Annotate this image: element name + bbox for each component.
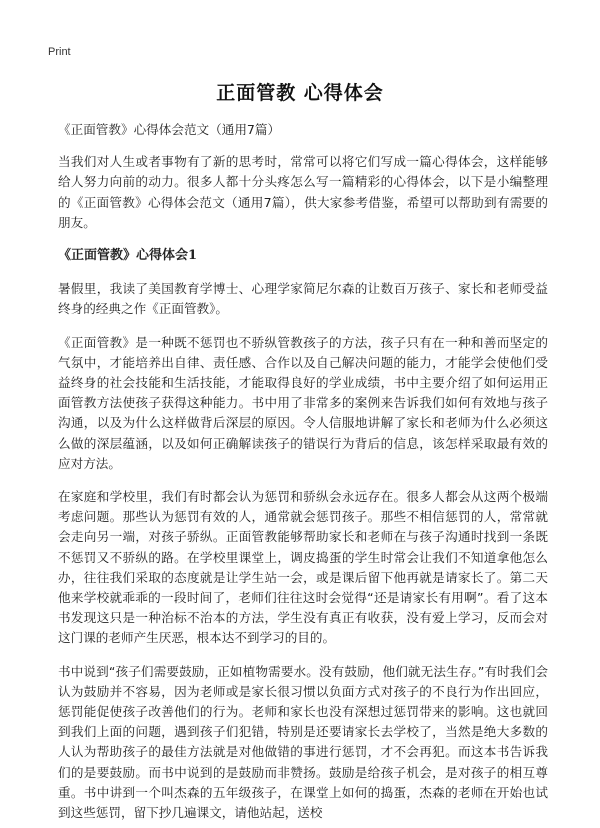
document-subtitle: 《正面管教》心得体会范文（通用7篇） <box>58 122 281 137</box>
body-paragraph: 书中说到“孩子们需要鼓励，正如植物需要水。没有鼓励，他们就无法生存。”有时我们会认为鼓励并不容易，因为老师或是家长很习惯以负面方式对孩子的不良行为作出回应，惩罚能促使孩子改善他们的行为。老师和家长也没有深想过惩罚带来的影响。这也就回到我们上面的问题，遇到孩子们犯错，特别是还要请家长去学校了，当然是绝大多数的人认为帮助孩子的最佳方法就是对他做错的事进行惩罚，才不会再犯。而这本书告诉我们的是要鼓励。而书中说到的是鼓励而非赞扬。鼓励是给孩子机会，是对孩子的相互尊重。书中讲到一个叫杰森的五年级孩子，在课堂上如何的捣蛋，杰森的老师在开始也试到这些惩罚，留下抄几遍课文，请他站起，送校 <box>58 663 548 821</box>
section-heading: 《正面管教》心得体会1 <box>58 248 198 264</box>
body-paragraph: 在家庭和学校里，我们有时都会认为惩罚和骄纵会永远存在。很多人都会从这两个极端考虑问题。那些认为惩罚有效的人，通常就会惩罚孩子。那些不相信惩罚的人，常常就会走向另一端，对孩子骄纵。正面管教能够帮助家长和老师在与孩子沟通时找到一条既不惩罚又不骄纵的路。在学校里课堂上，调皮捣蛋的学生时常会让我们不知道拿他怎么办，往往我们采取的态度就是让学生站一会，或是课后留下他再就是请家长了。第二天他来学校就乖乖的一段时间了，老师们往往这时会觉得“还是请家长有用啊”。看了这本书发现这只是一种治标不治本的方法，学生没有真正有收获，没有爱上学习，反而会对这门课的老师产生厌恶，根本达不到学习的目的。 <box>58 489 548 646</box>
page-title: 正面管教 心得体会 <box>216 82 384 104</box>
intro-paragraph: 当我们对人生或者事物有了新的思考时，常常可以将它们写成一篇心得体会，这样能够给人努力向前的动力。很多人都十分头疼怎么写一篇精彩的心得体会，以下是小编整理的《正面管教》心得体会范文（通用7篇），供大家参考借鉴，希望可以帮助到有需要的朋友。 <box>58 154 548 230</box>
document-body <box>58 120 548 828</box>
print-label[interactable]: Print <box>48 46 71 58</box>
body-paragraph: 暑假里，我读了美国教育学博士、心理学家简尼尔森的让数百万孩子、家长和老师受益终身的经典之作《正面管教》。 <box>58 281 548 317</box>
body-paragraph: 《正面管教》是一种既不惩罚也不骄纵管教孩子的方法，孩子只有在一种和善而坚定的气氛中，才能培养出自律、责任感、合作以及自己解决问题的能力，才能学会使他们受益终身的社会技能和生活技能，才能取得良好的学业成绩，书中主要介绍了如何运用正面管教方法使孩子获得这种能力。书中用了非常多的案例来告诉我们如何有效地与孩子沟通，以及为什么这样做背后深层的原因。令人信服地讲解了家长和老师为什么必须这么做的深层蕴涵，以及如何正确解读孩子的错误行为背后的信息，该怎样采取最有效的应对方法。 <box>58 334 548 471</box>
